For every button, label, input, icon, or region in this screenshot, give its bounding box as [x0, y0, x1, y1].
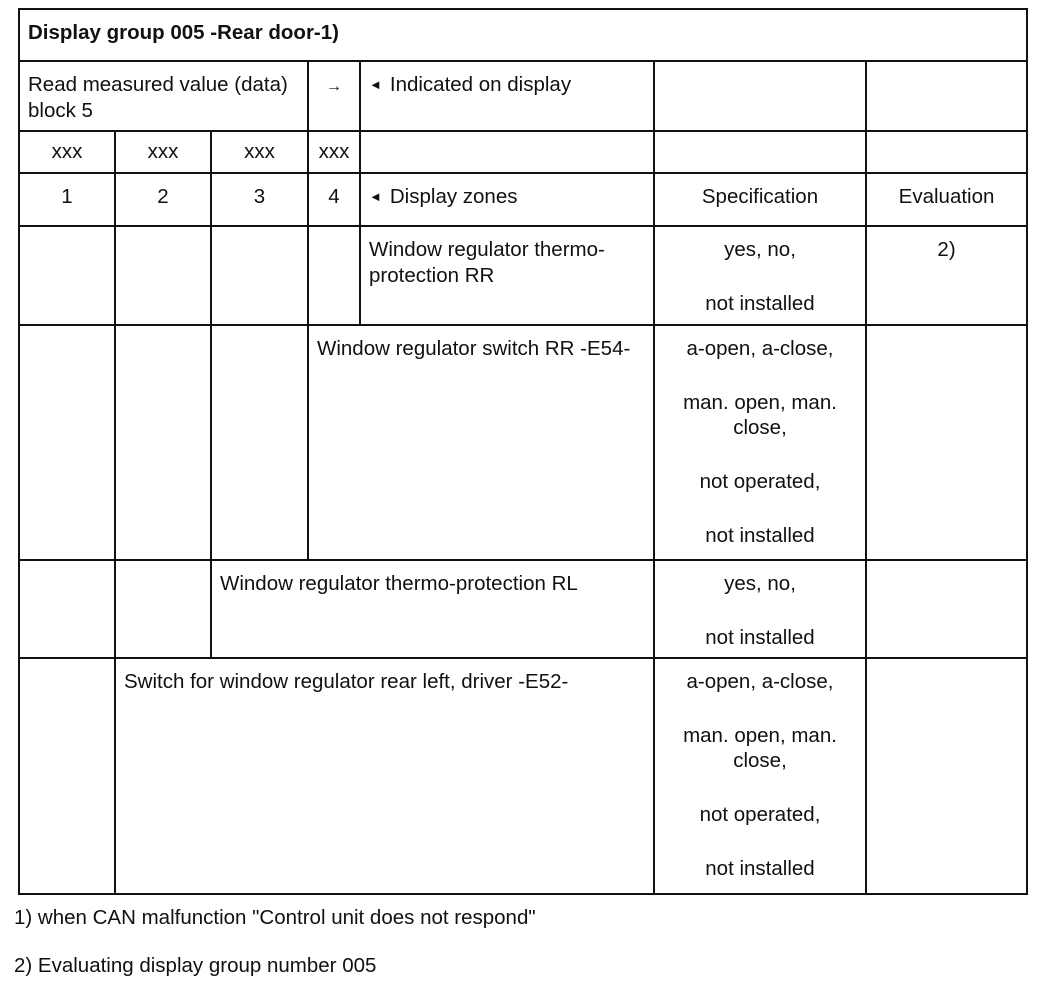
evaluation-header: Evaluation	[866, 173, 1027, 226]
triangle-left-icon: ◄	[369, 189, 382, 204]
zone-number-4: 4	[308, 173, 360, 226]
triangle-left-icon: ◄	[369, 77, 382, 92]
footnotes	[14, 906, 536, 1002]
empty-cell	[866, 560, 1027, 658]
row-label-thermo-rr: Window regulator thermo-protection RR	[360, 226, 654, 325]
empty-cell	[654, 131, 866, 173]
xxx-cell-3: xxx	[211, 131, 308, 173]
empty-cell	[866, 658, 1027, 894]
indicated-on-display-label: ◄ Indicated on display	[360, 61, 654, 131]
read-block-label: Read measured value (data) block 5	[19, 61, 308, 131]
xxx-cell-2: xxx	[115, 131, 211, 173]
arrow-icon: →	[308, 61, 360, 131]
display-zones-label: ◄ Display zones	[360, 173, 654, 226]
footnote-1: 1) when CAN malfunction "Control unit does not respond"	[14, 906, 536, 929]
empty-cell	[19, 560, 115, 658]
evaluation-ref: 2)	[866, 226, 1027, 325]
spec-switch-rl: a-open, a-close, man. open, man. close, not operated, not installed	[654, 658, 866, 894]
table-title: Display group 005 -Rear door-1)	[19, 9, 1027, 61]
empty-cell	[360, 131, 654, 173]
specification-header: Specification	[654, 173, 866, 226]
display-group-table	[18, 8, 1028, 895]
empty-cell	[115, 226, 211, 325]
empty-cell	[308, 226, 360, 325]
row-label-thermo-rl: Window regulator thermo-protection RL	[211, 560, 654, 658]
empty-cell	[19, 325, 115, 560]
row-label-switch-rr: Window regulator switch RR -E54-	[308, 325, 654, 560]
xxx-cell-1: xxx	[19, 131, 115, 173]
spec-thermo-rr: yes, no, not installed	[654, 226, 866, 325]
empty-cell	[654, 61, 866, 131]
zone-number-1: 1	[19, 173, 115, 226]
spec-switch-rr: a-open, a-close, man. open, man. close, not operated, not installed	[654, 325, 866, 560]
empty-cell	[866, 131, 1027, 173]
xxx-cell-4: xxx	[308, 131, 360, 173]
empty-cell	[866, 61, 1027, 131]
row-label-switch-rl: Switch for window regulator rear left, driver -E52-	[115, 658, 654, 894]
footnote-2: 2) Evaluating display group number 005	[14, 954, 377, 977]
empty-cell	[115, 560, 211, 658]
empty-cell	[19, 658, 115, 894]
empty-cell	[19, 226, 115, 325]
empty-cell	[866, 325, 1027, 560]
zone-number-2: 2	[115, 173, 211, 226]
empty-cell	[211, 325, 308, 560]
empty-cell	[211, 226, 308, 325]
empty-cell	[115, 325, 211, 560]
zone-number-3: 3	[211, 173, 308, 226]
spec-thermo-rl: yes, no, not installed	[654, 560, 866, 658]
